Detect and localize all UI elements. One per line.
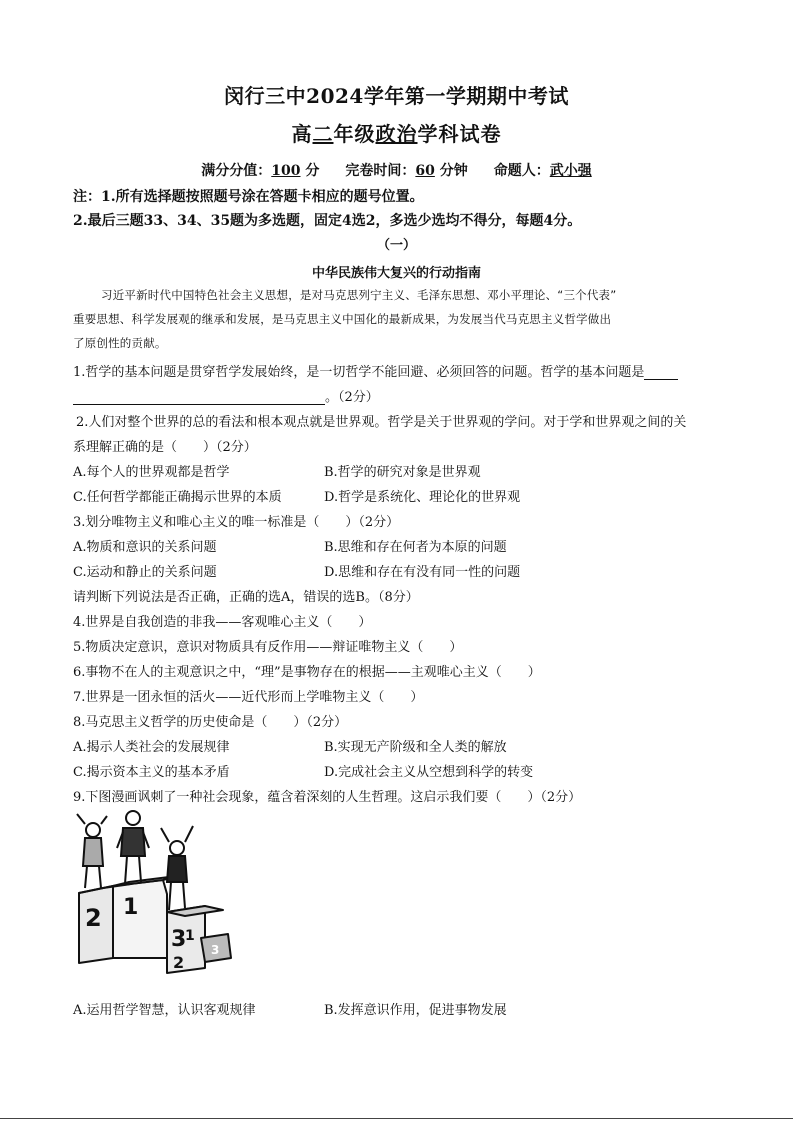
subtitle-subject: 政治 <box>375 122 418 146</box>
time-unit: 分钟 <box>439 163 468 179</box>
question-7: 7.世界是一团永恒的活火——近代形而上学唯物主义（ ） <box>73 690 424 705</box>
option-b: B.哲学的研究对象是世界观 <box>324 465 481 480</box>
judge-instructions: 请判断下列说法是否正确，正确的选A，错误的选B。（8分） <box>73 590 419 605</box>
question-8: 8.马克思主义哲学的历史使命是（ ）（2分） <box>73 715 348 730</box>
option-d: D.哲学是系统化、理论化的世界观 <box>324 490 521 505</box>
question-9: 9.下图漫画讽刺了一种社会现象，蕴含着深刻的人生哲理。这启示我们要（ ）（2分） <box>73 790 582 805</box>
time-value: 60 <box>415 163 435 179</box>
subtitle-part: 高 <box>291 122 313 146</box>
podium-number: 1 <box>123 895 139 920</box>
exam-subtitle <box>0 118 793 147</box>
question-5: 5.物质决定意识，意识对物质具有反作用——辩证唯物主义（ ） <box>73 640 463 655</box>
podium-number: 2 <box>85 904 102 932</box>
answer-blank <box>644 364 678 380</box>
option-a: A.揭示人类社会的发展规律 <box>73 740 230 755</box>
author-value: 武小强 <box>549 163 592 179</box>
full-score-value: 100 <box>271 163 301 179</box>
question-3: 3.划分唯物主义和唯心主义的唯一标准是（ ）（2分） <box>73 515 400 530</box>
option-a: A.每个人的世界观都是哲学 <box>73 465 230 480</box>
exam-meta <box>0 160 793 180</box>
exam-title: 闵行三中2024学年第一学期期中考试 <box>224 84 569 108</box>
question-1 <box>73 361 678 380</box>
author-label: 命题人： <box>493 163 550 179</box>
intro-line: 了原创性的贡献。 <box>73 336 167 350</box>
time-label: 完卷时间： <box>345 163 416 179</box>
subtitle-grade: 二 <box>312 122 334 146</box>
intro-line: 重要思想、科学发展观的继承和发展，是马克思主义中国化的最新成果，为发展当代马克思主义哲学做出 <box>73 312 612 326</box>
option-b: B.思维和存在何者为本原的问题 <box>324 540 507 555</box>
intro-line: 习近平新时代中国特色社会主义思想，是对马克思列宁主义、毛泽东思想、邓小平理论、“三个代表” <box>101 288 617 302</box>
podium-number: 1 <box>185 928 195 944</box>
note-1: 注：1.所有选择题按照题号涂在答题卡相应的题号位置。 <box>73 189 424 205</box>
option-c: C.揭示资本主义的基本矛盾 <box>73 765 230 780</box>
podium-number: 3 <box>211 943 220 957</box>
question-2: 2.人们对整个世界的总的看法和根本观点就是世界观。哲学是关于世界观的学问。对于学和世界观之间的关 <box>76 415 687 430</box>
figure-first-place <box>117 811 149 884</box>
subtitle-part: 年级 <box>333 122 376 146</box>
figure-second-place <box>77 814 107 888</box>
subtitle-part: 学科试卷 <box>417 122 502 146</box>
section-heading: 中华民族伟大复兴的行动指南 <box>311 266 481 281</box>
option-a: A.物质和意识的关系问题 <box>73 540 217 555</box>
option-d: D.思维和存在有没有同一性的问题 <box>324 565 521 580</box>
podium-cartoon-image <box>73 808 233 980</box>
option-d: D.完成社会主义从空想到科学的转变 <box>324 765 534 780</box>
option-a: A.运用哲学智慧，认识客观规律 <box>73 1003 256 1018</box>
question-4: 4.世界是自我创造的非我——客观唯心主义（ ） <box>73 615 372 630</box>
option-c: C.任何哲学都能正确揭示世界的本质 <box>73 490 282 505</box>
podium-number: 3 <box>171 927 187 952</box>
note-2: 2.最后三题33、34、35题为多选题，固定4选2，多选少选均不得分，每题4分。 <box>73 213 582 229</box>
question-2-cont: 系理解正确的是（ ）（2分） <box>73 440 257 455</box>
question-score: 。（2分） <box>325 390 379 405</box>
podium-number: 2 <box>173 953 185 972</box>
question-6: 6.事物不在人的主观意识之中，“理”是事物存在的根据——主观唯心主义（ ） <box>73 665 541 680</box>
full-score-unit: 分 <box>305 163 320 179</box>
answer-blank <box>73 389 325 405</box>
option-b: B.实现无产阶级和全人类的解放 <box>324 740 507 755</box>
podium-block-1 <box>113 880 167 958</box>
option-c: C.运动和静止的关系问题 <box>73 565 217 580</box>
question-1-cont <box>73 386 379 405</box>
section-label: （一） <box>376 238 416 253</box>
option-b: B.发挥意识作用，促进事物发展 <box>324 1003 507 1018</box>
question-text: 1.哲学的基本问题是贯穿哲学发展始终，是一切哲学不能回避、必须回答的问题。哲学的基本问题是 <box>73 365 645 380</box>
page-bottom-border <box>0 1118 793 1119</box>
full-score-label: 满分分值： <box>201 163 272 179</box>
